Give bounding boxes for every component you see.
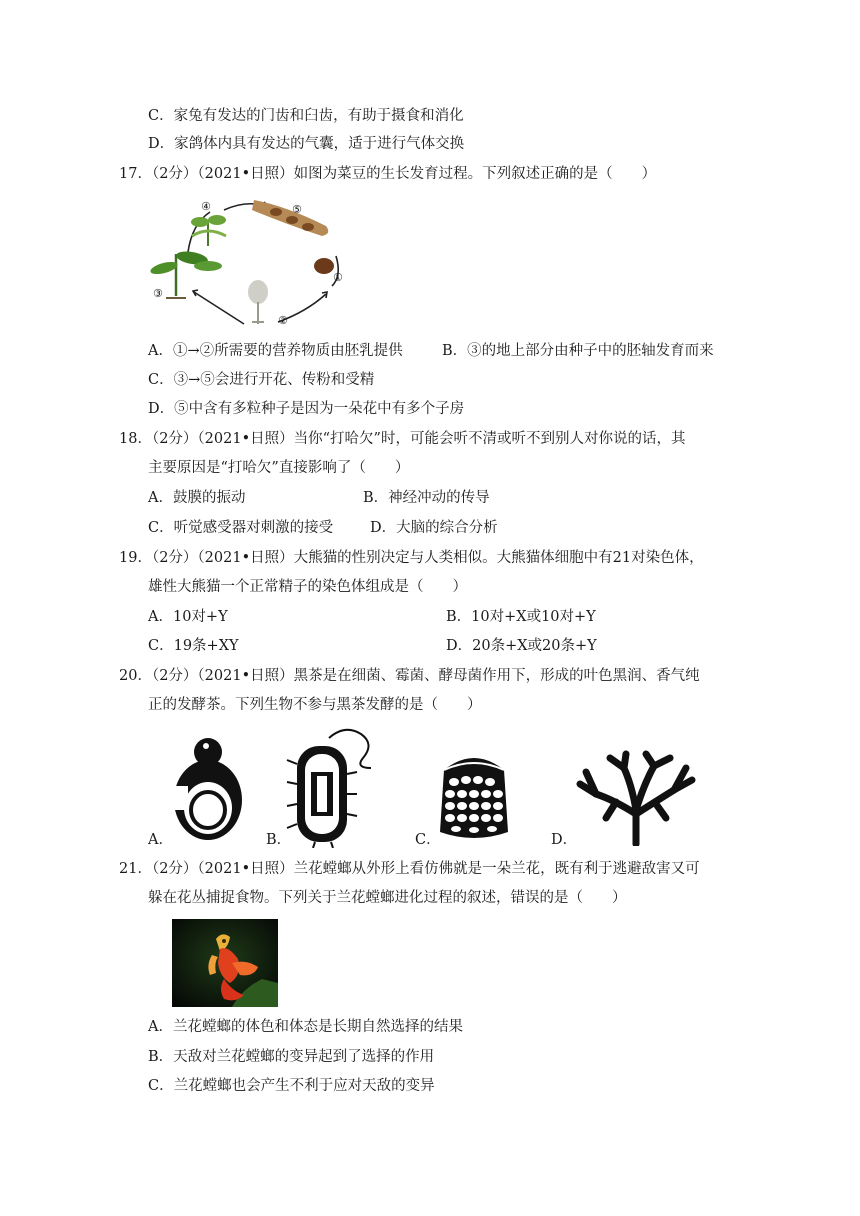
stage-label-3: ③ — [153, 287, 163, 300]
q18-stem-line1: 18．（2分）（2021•日照）当你“打哈欠”时，可能会听不清或听不到别人对你说的话，其 — [119, 431, 686, 447]
q17-option-c: C．③→⑤会进行开花、传粉和受精 — [148, 372, 375, 388]
virus-capsule-figure — [436, 752, 512, 840]
q19-stem-line2: 雄性大熊猫一个正常精子的染色体组成是（ ） — [148, 579, 467, 595]
q17-option-a: A．①→②所需要的营养物质由胚乳提供 — [148, 343, 403, 359]
q21-option-b: B．天敌对兰花螳螂的变异起到了选择的作用 — [148, 1049, 435, 1065]
q18-stem-line2: 主要原因是“打哈欠”直接影响了（ ） — [148, 460, 410, 476]
orchid-mantis-photo — [172, 919, 278, 1007]
q18-option-d: D．大脑的综合分析 — [370, 520, 498, 536]
q18-option-b: B．神经冲动的传导 — [363, 490, 490, 506]
stage-label-2: ② — [278, 314, 288, 327]
bean-pod-stage-5-icon — [252, 200, 328, 236]
q17-stem: 17．（2分）（2021•日照）如图为菜豆的生长发育过程。下列叙述正确的是（ ） — [119, 166, 657, 182]
prev-option-c: C．家兔有发达的门齿和臼齿，有助于摄食和消化 — [148, 108, 464, 124]
seed-stage-1-icon — [314, 258, 334, 274]
q19-option-a: A．10对+Y — [148, 609, 228, 625]
stage-label-5: ⑤ — [292, 203, 302, 216]
stage-label-1: ① — [333, 271, 343, 284]
q18-option-a: A．鼓膜的振动 — [148, 490, 246, 506]
germination-stage-2-icon — [248, 280, 268, 324]
stage-labels — [153, 200, 343, 327]
q17-option-d: D．⑤中含有多粒种子是因为一朵花中有多个子房 — [148, 401, 465, 417]
q19-stem-line1: 19．（2分）（2021•日照）大熊猫的性别决定与人类相似。大熊猫体细胞中有21对染色体， — [119, 550, 704, 566]
q21-option-c: C．兰花螳螂也会产生不利于应对天敌的变异 — [148, 1078, 435, 1094]
q19-option-c: C．19条+XY — [148, 638, 239, 654]
q17-option-b: B．③的地上部分由种子中的胚轴发育而来 — [442, 343, 714, 359]
q19-option-b: B．10对+X或10对+Y — [446, 609, 596, 625]
prev-option-d: D．家鸽体内具有发达的气囊，适于进行气体交换 — [148, 136, 465, 152]
q20-label-a: A． — [148, 832, 173, 848]
yeast-cell-figure — [170, 734, 248, 846]
seedling-stage-4-icon — [191, 215, 226, 246]
q21-option-a: A．兰花螳螂的体色和体态是长期自然选择的结果 — [148, 1019, 463, 1035]
q21-stem-line2: 躲在花丛捕捉食物。下列关于兰花螳螂进化过程的叙述，错误的是（ ） — [148, 890, 627, 906]
q18-option-c: C．听觉感受器对刺激的接受 — [148, 520, 334, 536]
q20-stem-line2: 正的发酵茶。下列生物不参与黑茶发酵的是（ ） — [148, 697, 482, 713]
q20-stem-line1: 20．（2分）（2021•日照）黑茶是在细菌、霉菌、酵母菌作用下，形成的叶色黑润、香气纯 — [119, 668, 700, 684]
q20-label-d: D． — [551, 832, 578, 848]
mold-hyphae-figure — [574, 750, 698, 846]
q20-label-c: C． — [415, 832, 441, 848]
q21-stem-line1: 21．（2分）（2021•日照）兰花螳螂从外形上看仿佛就是一朵兰花，既有利于逃避敌害又可 — [119, 861, 700, 877]
stage-label-4: ④ — [201, 200, 211, 213]
q20-label-b: B． — [266, 832, 292, 848]
q19-option-d: D．20条+X或20条+Y — [446, 638, 597, 654]
bean-growth-cycle-figure — [146, 196, 356, 334]
bacterium-figure — [285, 724, 381, 848]
